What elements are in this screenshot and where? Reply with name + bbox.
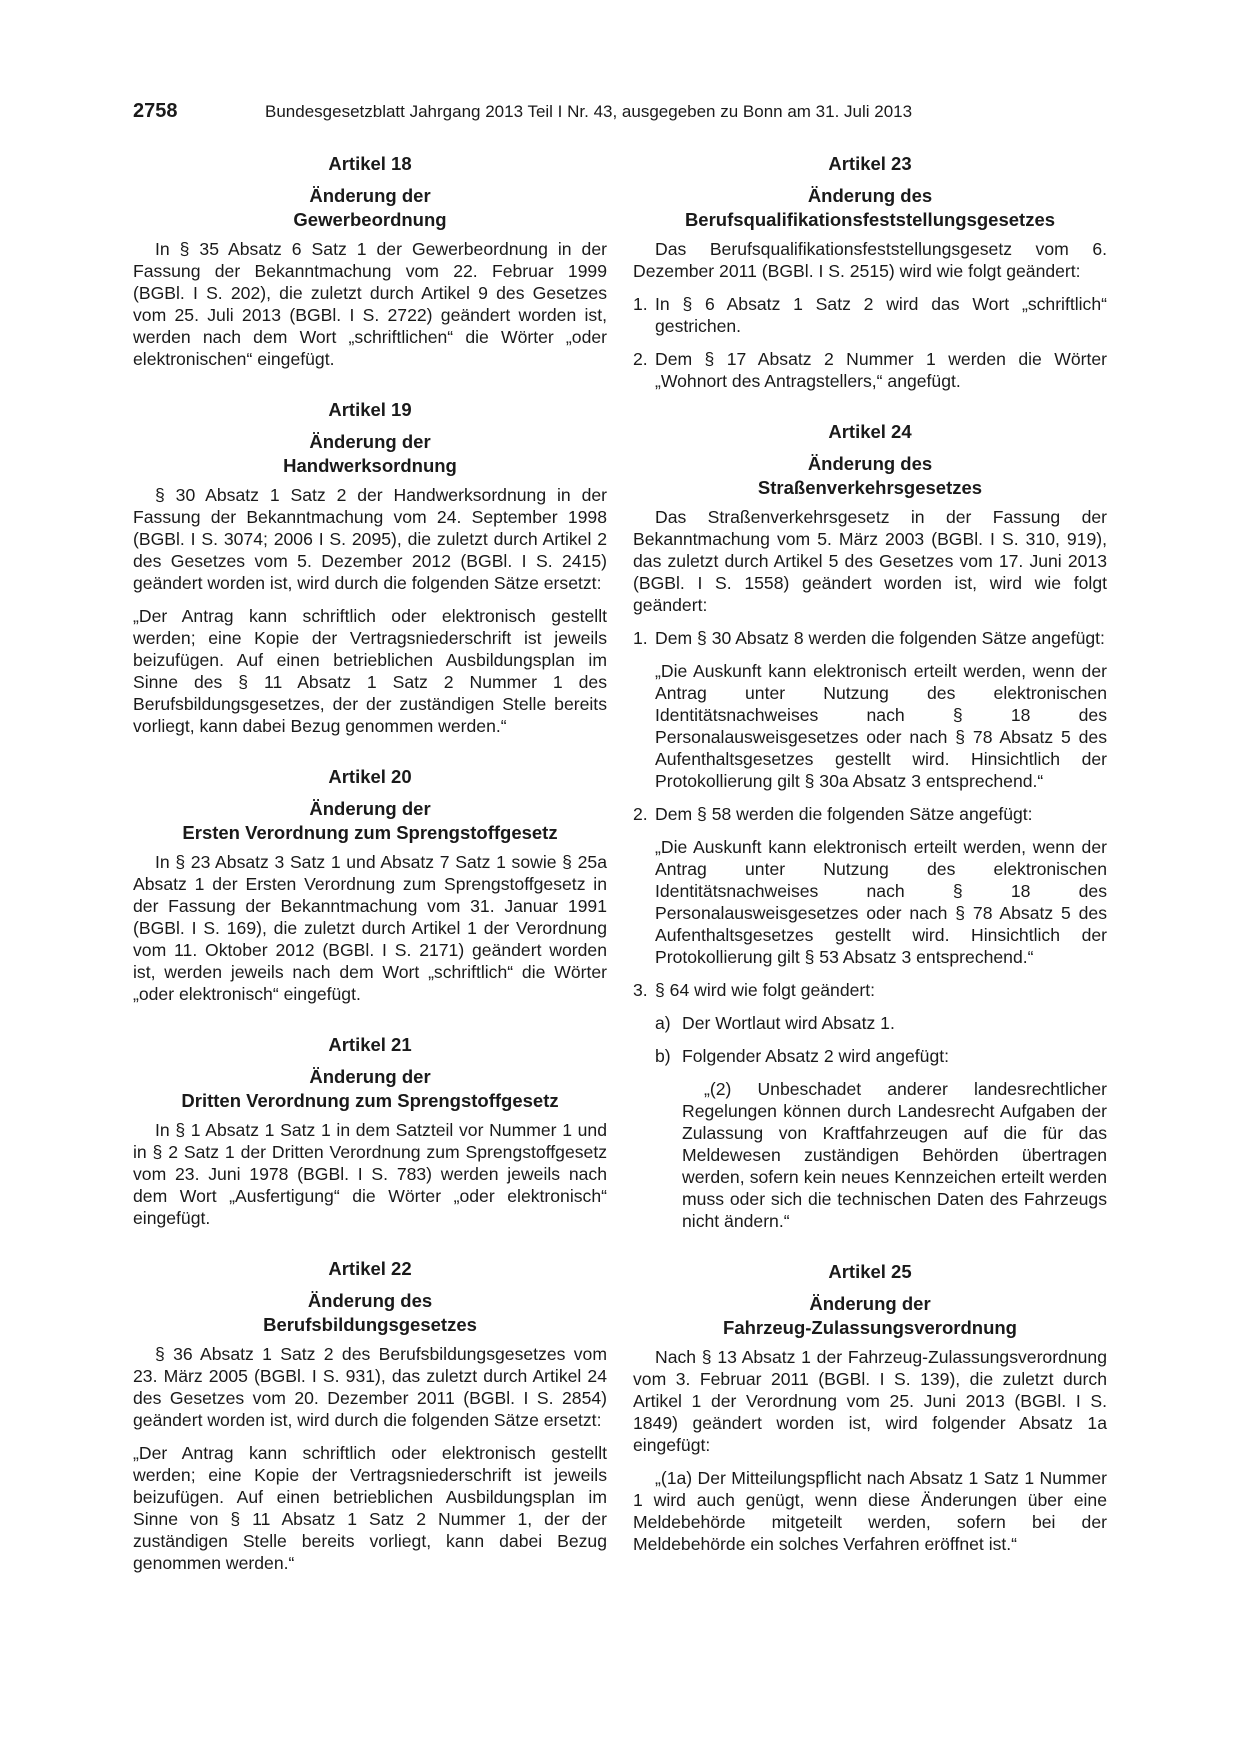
article-18: [133, 152, 607, 370]
list-item-number: 2.: [633, 804, 648, 824]
article-quote: „Der Antrag kann schriftlich oder elektronisch gestellt werden; eine Kopie der Vertragsniederschrift ist jeweils beizufügen. Auf einen betrieblichen Ausbildungsplan im Sinne des § 11 Absatz 1 Satz 2 Nummer 1 des Berufsbildungsgesetzes, der der zuständigen Stelle bereits vorliegt, kann dabei Bezug genommen werden.“: [133, 606, 607, 736]
article-title-line: Änderung der: [309, 431, 431, 452]
list-item-number: 3.: [633, 980, 648, 1000]
article-title-line: Straßenverkehrsgesetzes: [757, 477, 983, 498]
article-title-line: Dritten Verordnung zum Sprengstoffgesetz: [181, 1090, 559, 1111]
article-number: Artikel 21: [328, 1034, 412, 1055]
article-quote: „Der Antrag kann schriftlich oder elektronisch gestellt werden; eine Kopie der Vertragsniederschrift ist jeweils beizufügen. Auf einen betrieblichen Ausbildungsplan im Sinne von § 11 Absatz 1 Satz 2 Nummer 1, der der zuständigen Stelle bereits vorliegt, kann dabei Bezug genommen werden.“: [133, 1443, 607, 1573]
left-column: [133, 152, 607, 1602]
article-21: [133, 1033, 607, 1229]
article-title-line: Änderung der: [309, 1066, 431, 1087]
article-paragraph: In § 1 Absatz 1 Satz 1 in dem Satzteil vor Nummer 1 und in § 2 Satz 1 der Dritten Verordnung zum Sprengstoffgesetz vom 23. Juni 1978 (BGBl. I S. 783) werden jeweils nach dem Wort „Ausfertigung“ die Wörter „oder elektronisch“ eingefügt.: [133, 1120, 607, 1228]
article-title-line: Fahrzeug-Zulassungsverordnung: [723, 1317, 1017, 1338]
article-number: Artikel 19: [328, 399, 412, 420]
list-item-text: Dem § 30 Absatz 8 werden die folgenden Sätze angefügt:: [655, 628, 1105, 648]
article-title-line: Änderung des: [807, 453, 933, 474]
article-title-line: Änderung des: [307, 1290, 433, 1311]
article-22: [133, 1257, 607, 1574]
article-number: Artikel 23: [828, 153, 912, 174]
article-number: Artikel 24: [828, 421, 912, 442]
list-item-number: 1.: [633, 294, 648, 314]
article-19: [133, 398, 607, 737]
list-item-text: § 64 wird wie folgt geändert:: [655, 980, 876, 1000]
sub-list-item: [633, 1012, 1107, 1034]
article-number: Artikel 18: [328, 153, 412, 174]
page-header: [133, 100, 973, 126]
article-number: Artikel 25: [828, 1261, 912, 1282]
article-title-line: Änderung des: [807, 185, 933, 206]
list-item-number: 1.: [633, 628, 648, 648]
article-title-line: Berufsqualifikationsfeststellungsgesetzes: [684, 209, 1056, 230]
list-item-quote: „Die Auskunft kann elektronisch erteilt werden, wenn der Antrag unter Nutzung des elektronischen Identitätsnachweises nach § 18 des Personalausweisgesetzes oder nach § 78 Absatz 5 des Aufenthaltsgesetzes gestellt wird. Hinsichtlich der Protokollierung gilt § 30a Absatz 3 entsprechend.“: [655, 661, 1107, 791]
list-item: [633, 627, 1107, 649]
article-title-line: Berufsbildungsgesetzes: [263, 1314, 477, 1335]
article-number: Artikel 20: [328, 766, 412, 787]
article-number: Artikel 22: [328, 1258, 412, 1279]
article-paragraph: Nach § 13 Absatz 1 der Fahrzeug-Zulassungsverordnung vom 3. Februar 2011 (BGBl. I S. 139), die zuletzt durch Artikel 1 der Verordnung vom 25. Juni 2013 (BGBl. I S. 1849) geändert worden ist, wird folgender Absatz 1a eingefügt:: [633, 1347, 1107, 1455]
list-item: [633, 348, 1107, 392]
list-item-text: Dem § 17 Absatz 2 Nummer 1 werden die Wörter „Wohnort des Antragstellers,“ angefügt.: [655, 349, 1107, 391]
list-item: [633, 293, 1107, 337]
article-title: [133, 430, 607, 478]
list-item-text: In § 6 Absatz 1 Satz 2 wird das Wort „schriftlich“ gestrichen.: [655, 294, 1107, 336]
article-title: [133, 184, 607, 232]
sub-list-item: [633, 1045, 1107, 1067]
list-item-text: Dem § 58 werden die folgenden Sätze angefügt:: [655, 804, 1033, 824]
article-25: [633, 1260, 1107, 1555]
list-item-number: 2.: [633, 349, 648, 369]
article-paragraph: In § 35 Absatz 6 Satz 1 der Gewerbeordnung in der Fassung der Bekanntmachung vom 22. Februar 1999 (BGBl. I S. 202), die zuletzt durch Artikel 9 des Gesetzes vom 25. Juli 2013 (BGBl. I S. 2722) geändert worden ist, werden nach dem Wort „schriftlichen“ die Wörter „oder elektronischen“ eingefügt.: [133, 239, 607, 369]
article-title-line: Änderung der: [309, 185, 431, 206]
article-paragraph: Das Straßenverkehrsgesetz in der Fassung der Bekanntmachung vom 5. März 2003 (BGBl. I S. 310, 919), das zuletzt durch Artikel 5 des Gesetzes vom 17. Juni 2013 (BGBl. I S. 1558) geändert worden ist, wird wie folgt geändert:: [633, 507, 1107, 615]
article-title-line: Änderung der: [809, 1293, 931, 1314]
article-title: [633, 452, 1107, 500]
article-title-line: Gewerbeordnung: [293, 209, 447, 230]
right-column: [633, 152, 1107, 1583]
article-title: [633, 184, 1107, 232]
article-24: [633, 420, 1107, 1232]
list-item: [633, 803, 1107, 825]
article-title: [133, 1289, 607, 1337]
article-23: [633, 152, 1107, 392]
list-item-quote: „Die Auskunft kann elektronisch erteilt werden, wenn der Antrag unter Nutzung des elektronischen Identitätsnachweises nach § 18 des Personalausweisgesetzes oder nach § 78 Absatz 5 des Aufenthaltsgesetzes gestellt wird. Hinsichtlich der Protokollierung gilt § 53 Absatz 3 entsprechend.“: [655, 837, 1107, 967]
sub-list-item-text: Der Wortlaut wird Absatz 1.: [682, 1013, 895, 1033]
list-item: [633, 979, 1107, 1001]
article-20: [133, 765, 607, 1005]
sub-list-item-quote: „(2) Unbeschadet anderer landesrechtlicher Regelungen können durch Landesrecht Aufgaben der Zulassung von Kraftfahrzeugen auf die für das Meldewesen zuständigen Behörden übertragen werden, sofern kein neues Kennzeichen erteilt werden muss oder sich die technischen Daten des Fahrzeugs nicht ändern.“: [682, 1079, 1107, 1231]
article-title-line: Ersten Verordnung zum Sprengstoffgesetz: [182, 822, 558, 843]
article-quote: „(1a) Der Mitteilungspflicht nach Absatz 1 Satz 1 Nummer 1 wird auch genügt, wenn diese Änderungen über eine Meldebehörde mitgeteilt werden, sofern bei der Meldebehörde ein solches Verfahren eröffnet ist.“: [633, 1468, 1107, 1554]
article-title-line: Änderung der: [309, 798, 431, 819]
sub-list-item-letter: b): [655, 1046, 671, 1066]
article-title-line: Handwerksordnung: [283, 455, 457, 476]
article-paragraph: § 36 Absatz 1 Satz 2 des Berufsbildungsgesetzes vom 23. März 2005 (BGBl. I S. 931), das zuletzt durch Artikel 24 des Gesetzes vom 20. Dezember 2011 (BGBl. I S. 2854) geändert worden ist, wird durch die folgenden Sätze ersetzt:: [133, 1344, 607, 1430]
article-title: [133, 1065, 607, 1113]
sub-list-item-text: Folgender Absatz 2 wird angefügt:: [682, 1046, 950, 1066]
sub-list-item-letter: a): [655, 1013, 671, 1033]
article-paragraph: § 30 Absatz 1 Satz 2 der Handwerksordnung in der Fassung der Bekanntmachung vom 24. September 1998 (BGBl. I S. 3074; 2006 I S. 2095), die zuletzt durch Artikel 2 des Gesetzes vom 5. Dezember 2012 (BGBl. I S. 2415) geändert worden ist, wird durch die folgenden Sätze ersetzt:: [133, 485, 607, 593]
article-paragraph: Das Berufsqualifikationsfeststellungsgesetz vom 6. Dezember 2011 (BGBl. I S. 2515) wird wie folgt geändert:: [633, 239, 1107, 281]
article-paragraph: In § 23 Absatz 3 Satz 1 und Absatz 7 Satz 1 sowie § 25a Absatz 1 der Ersten Verordnung zum Sprengstoffgesetz in der Fassung der Bekanntmachung vom 31. Januar 1991 (BGBl. I S. 169), die zuletzt durch Artikel 1 der Verordnung vom 11. Oktober 2012 (BGBl. I S. 2171) geändert worden ist, werden jeweils nach dem Wort „schriftlich“ die Wörter „oder elektronisch“ eingefügt.: [133, 852, 607, 1004]
page-number: 2758: [133, 100, 178, 122]
article-title: [133, 797, 607, 845]
article-title: [633, 1292, 1107, 1340]
running-title: Bundesgesetzblatt Jahrgang 2013 Teil I Nr. 43, ausgegeben zu Bonn am 31. Juli 2013: [265, 102, 913, 121]
